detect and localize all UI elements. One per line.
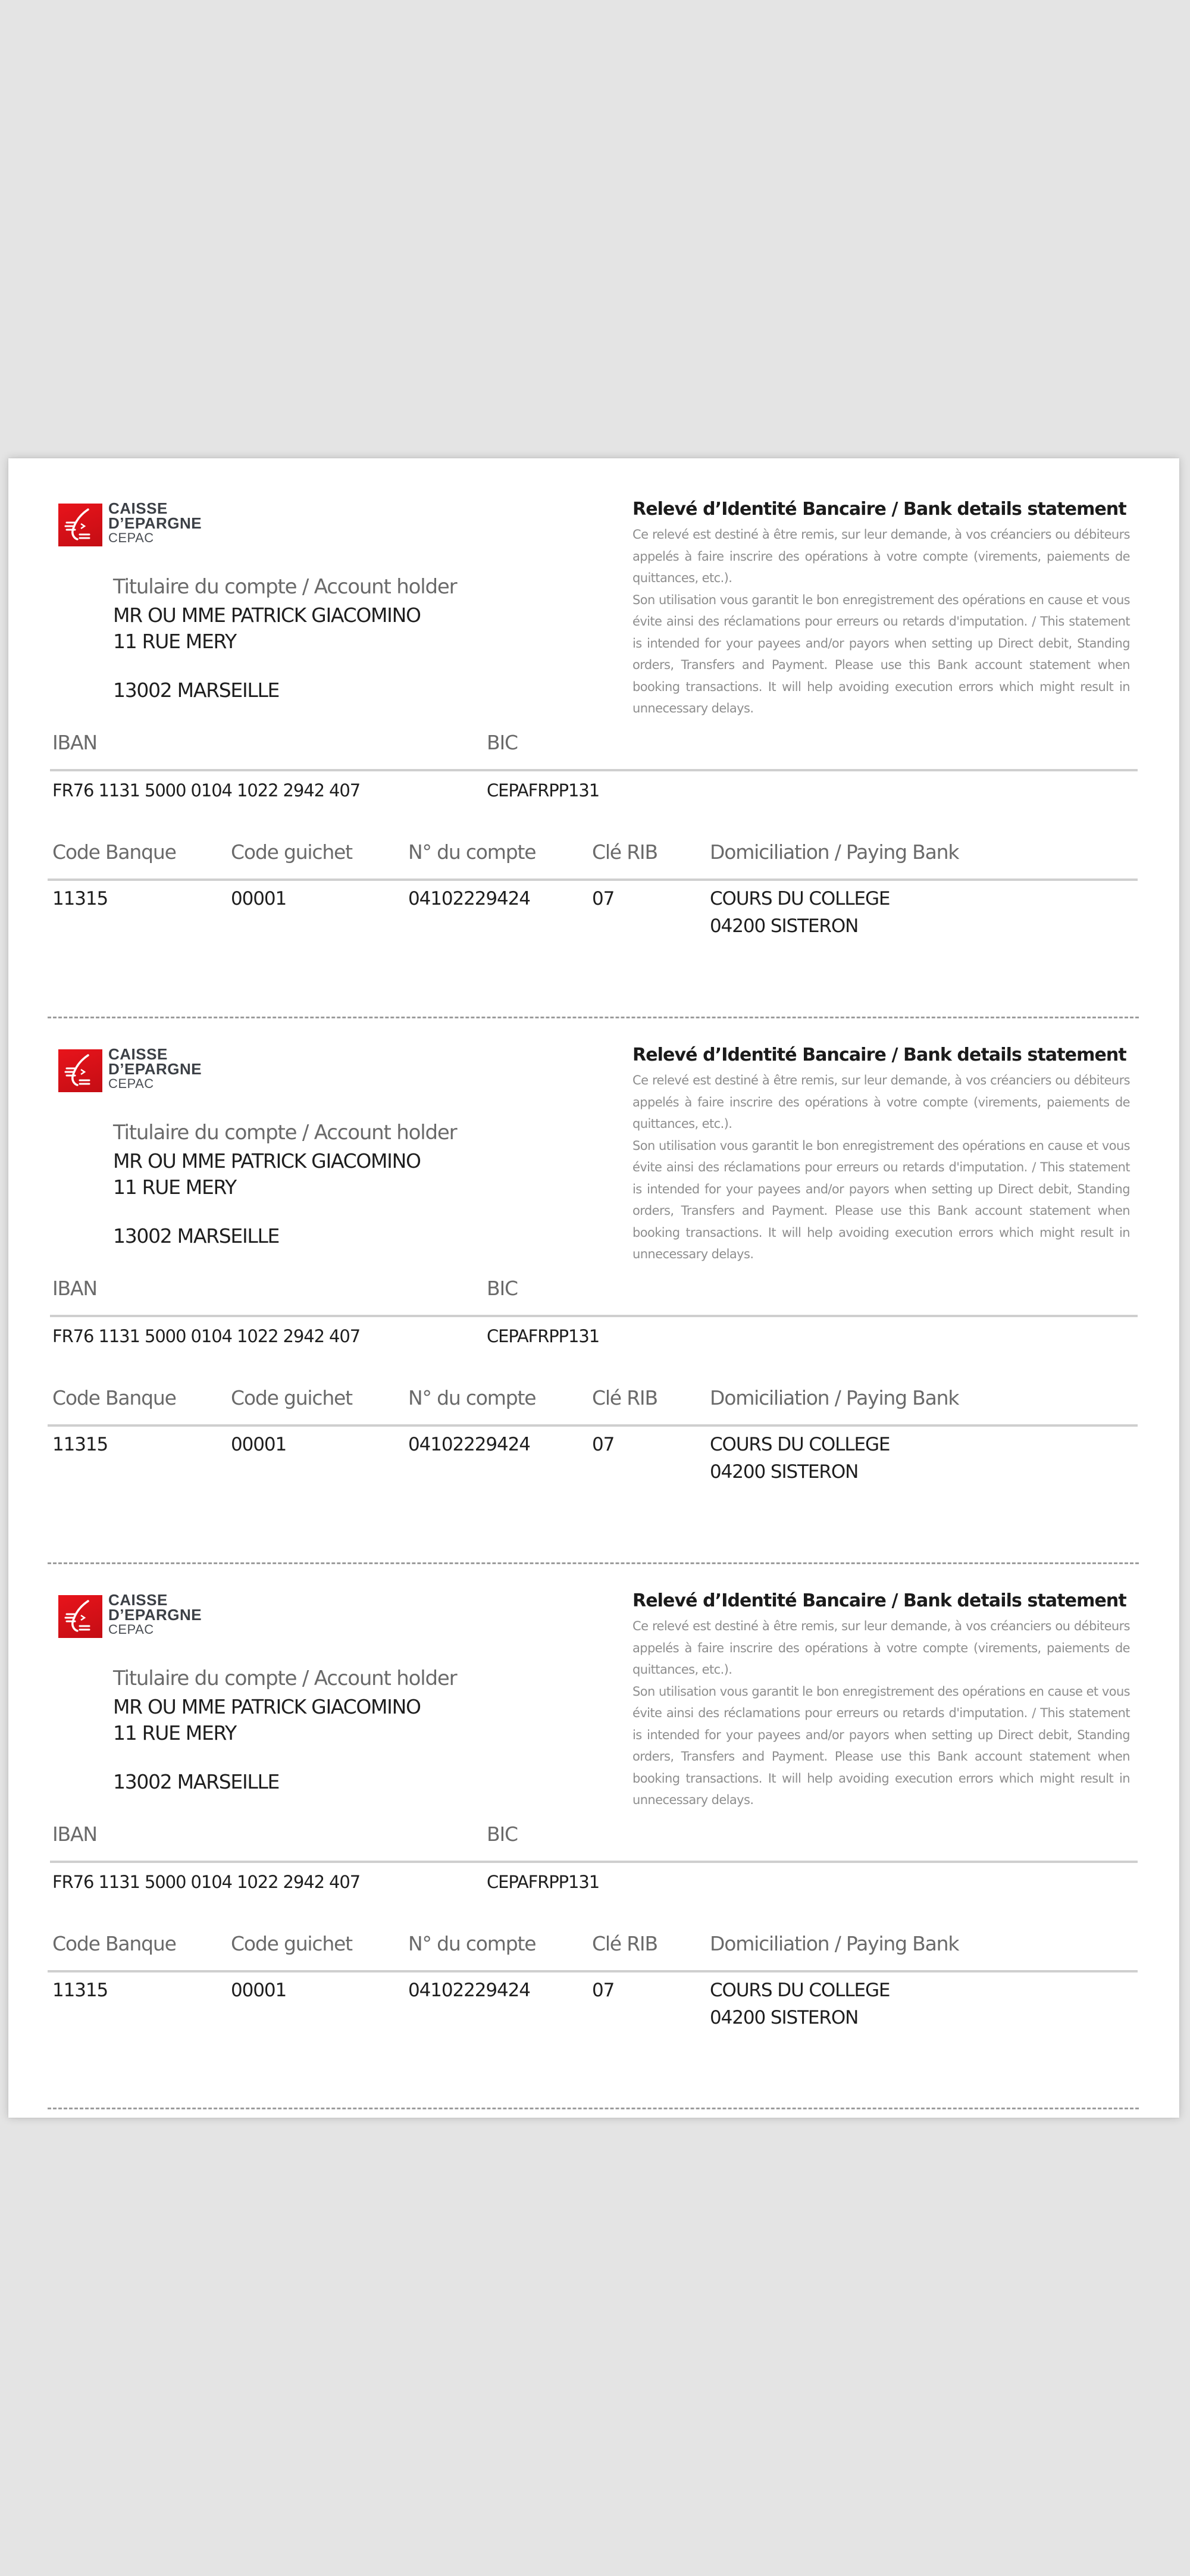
account-holder-name: MR OU MME PATRICK GIACOMINO (113, 1149, 421, 1173)
statement-title: Relevé d’Identité Bancaire / Bank details statement (632, 499, 1126, 520)
code-guichet-value: 00001 (231, 1980, 287, 2001)
logo-text-line1: CAISSE (108, 1045, 168, 1063)
cle-rib-value: 07 (592, 1980, 615, 2001)
divider (50, 769, 1138, 771)
iban-value: FR76 1131 5000 0104 1022 2942 407 (52, 780, 361, 801)
code-guichet-value: 00001 (231, 1434, 287, 1455)
notice-paragraph-en: Son utilisation vous garantit le bon enregistrement des opérations en cause et vous évite ainsi des réclamations pour erreurs ou retards d'imputation. / This statement is intended for your payees and/or payors when setting up Direct debit, Standing orders, Transfers and Payment. Please use this Bank account statement when booking transactions. It will help avoiding execution errors which might result in unnecessary delays. (632, 1138, 1130, 1261)
logo-text-line2: D’EPARGNE (108, 514, 202, 532)
account-holder-city: 13002 MARSEILLE (113, 1224, 280, 1248)
bic-label: BIC (487, 731, 518, 754)
notice-paragraph-fr: Ce relevé est destiné à être remis, sur leur demande, à vos créanciers ou débiteurs appelés à faire inscrire des opérations à votre compte (virements, paiements de quittances, etc.). (632, 527, 1130, 585)
col-header-numero-compte: N° du compte (408, 1386, 536, 1409)
notice-paragraph-fr: Ce relevé est destiné à être remis, sur leur demande, à vos créanciers ou débiteurs appelés à faire inscrire des opérations à votre compte (virements, paiements de quittances, etc.). (632, 1073, 1130, 1131)
account-holder-label: Titulaire du compte / Account holder (113, 1121, 457, 1145)
notice-paragraph-fr: Ce relevé est destiné à être remis, sur leur demande, à vos créanciers ou débiteurs appelés à faire inscrire des opérations à votre compte (virements, paiements de quittances, etc.). (632, 1619, 1130, 1677)
logo-text-line2: D’EPARGNE (108, 1060, 202, 1078)
bic-label: BIC (487, 1277, 518, 1300)
iban-value: FR76 1131 5000 0104 1022 2942 407 (52, 1326, 361, 1346)
numero-compte-value: 04102229424 (408, 1980, 530, 2001)
iban-label: IBAN (52, 731, 97, 754)
account-holder-city: 13002 MARSEILLE (113, 679, 280, 702)
account-holder-label: Titulaire du compte / Account holder (113, 1667, 457, 1690)
squirrel-euro-icon (58, 1595, 102, 1638)
col-header-code-banque: Code Banque (52, 1932, 176, 1955)
logo-text-line2: D’EPARGNE (108, 1606, 202, 1624)
cut-line-separator (48, 1017, 1139, 1018)
logo-text-line1: CAISSE (108, 1591, 168, 1609)
col-header-code-banque: Code Banque (52, 840, 176, 864)
code-banque-value: 11315 (52, 1434, 108, 1455)
iban-value: FR76 1131 5000 0104 1022 2942 407 (52, 1872, 361, 1892)
cut-line-separator (48, 2108, 1139, 2109)
divider (48, 879, 1138, 881)
code-guichet-value: 00001 (231, 888, 287, 909)
numero-compte-value: 04102229424 (408, 888, 530, 909)
bank-logo (58, 501, 225, 549)
col-header-code-banque: Code Banque (52, 1386, 176, 1409)
account-holder-name: MR OU MME PATRICK GIACOMINO (113, 1695, 421, 1718)
bic-value: CEPAFRPP131 (487, 1326, 600, 1346)
account-holder-name: MR OU MME PATRICK GIACOMINO (113, 604, 421, 627)
rib-copy (8, 1004, 1179, 1550)
cut-line-separator (48, 1562, 1139, 1564)
squirrel-euro-icon (58, 1049, 102, 1092)
domiciliation-line1: COURS DU COLLEGE (710, 888, 890, 909)
logo-text-line3: CEPAC (108, 1076, 154, 1091)
col-header-code-guichet: Code guichet (231, 1932, 352, 1955)
account-holder-address: 11 RUE MERY (113, 1721, 236, 1745)
rib-copy (8, 458, 1179, 1004)
col-header-code-guichet: Code guichet (231, 840, 352, 864)
domiciliation-line1: COURS DU COLLEGE (710, 1980, 890, 2001)
account-holder-address: 11 RUE MERY (113, 630, 236, 653)
statement-notice (632, 524, 1130, 720)
divider (50, 1861, 1138, 1863)
divider (48, 1424, 1138, 1427)
logo-text-line1: CAISSE (108, 499, 168, 517)
bic-label: BIC (487, 1822, 518, 1846)
account-holder-address: 11 RUE MERY (113, 1176, 236, 1199)
notice-paragraph-en: Son utilisation vous garantit le bon enregistrement des opérations en cause et vous évite ainsi des réclamations pour erreurs ou retards d'imputation. / This statement is intended for your payees and/or payors when setting up Direct debit, Standing orders, Transfers and Payment. Please use this Bank account statement when booking transactions. It will help avoiding execution errors which might result in unnecessary delays. (632, 592, 1130, 715)
code-banque-value: 11315 (52, 888, 108, 909)
rib-document-page (8, 458, 1179, 2118)
logo-text-line3: CEPAC (108, 1622, 154, 1637)
bic-value: CEPAFRPP131 (487, 780, 600, 801)
account-holder-label: Titulaire du compte / Account holder (113, 575, 457, 599)
cle-rib-value: 07 (592, 1434, 615, 1455)
statement-title: Relevé d’Identité Bancaire / Bank details statement (632, 1045, 1126, 1065)
domiciliation-line2: 04200 SISTERON (710, 915, 859, 937)
col-header-numero-compte: N° du compte (408, 840, 536, 864)
statement-title: Relevé d’Identité Bancaire / Bank details statement (632, 1590, 1126, 1611)
col-header-cle-rib: Clé RIB (592, 1386, 657, 1409)
logo-text-line3: CEPAC (108, 530, 154, 545)
code-banque-value: 11315 (52, 1980, 108, 2001)
numero-compte-value: 04102229424 (408, 1434, 530, 1455)
squirrel-euro-icon (58, 504, 102, 546)
col-header-cle-rib: Clé RIB (592, 840, 657, 864)
statement-notice (632, 1615, 1130, 1811)
col-header-numero-compte: N° du compte (408, 1932, 536, 1955)
rib-copy (8, 1550, 1179, 2096)
col-header-code-guichet: Code guichet (231, 1386, 352, 1409)
iban-label: IBAN (52, 1277, 97, 1300)
col-header-domiciliation: Domiciliation / Paying Bank (710, 840, 959, 864)
account-holder-city: 13002 MARSEILLE (113, 1770, 280, 1793)
domiciliation-line2: 04200 SISTERON (710, 2007, 859, 2028)
divider (48, 1970, 1138, 1972)
domiciliation-line1: COURS DU COLLEGE (710, 1434, 890, 1455)
bank-logo (58, 1593, 225, 1640)
col-header-domiciliation: Domiciliation / Paying Bank (710, 1932, 959, 1955)
divider (50, 1315, 1138, 1317)
bic-value: CEPAFRPP131 (487, 1872, 600, 1892)
domiciliation-line2: 04200 SISTERON (710, 1461, 859, 1483)
bank-logo (58, 1047, 225, 1095)
notice-paragraph-en: Son utilisation vous garantit le bon enregistrement des opérations en cause et vous évite ainsi des réclamations pour erreurs ou retards d'imputation. / This statement is intended for your payees and/or payors when setting up Direct debit, Standing orders, Transfers and Payment. Please use this Bank account statement when booking transactions. It will help avoiding execution errors which might result in unnecessary delays. (632, 1684, 1130, 1807)
cle-rib-value: 07 (592, 888, 615, 909)
statement-notice (632, 1070, 1130, 1265)
iban-label: IBAN (52, 1822, 97, 1846)
col-header-domiciliation: Domiciliation / Paying Bank (710, 1386, 959, 1409)
col-header-cle-rib: Clé RIB (592, 1932, 657, 1955)
